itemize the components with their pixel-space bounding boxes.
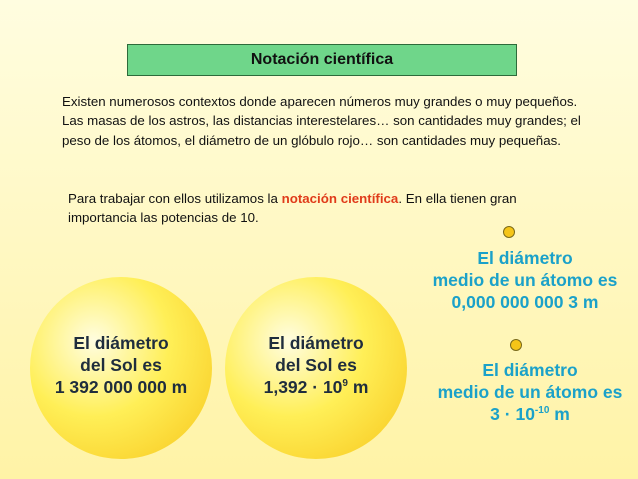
atom-scientific-text [405, 359, 638, 425]
sun-scientific-text [225, 332, 407, 398]
atom-standard-text [395, 247, 638, 313]
atom-standard-line2: medio de un átomo es [432, 270, 618, 290]
atom-dot-small [510, 339, 522, 351]
sun-scientific-exponent: 9 [342, 378, 348, 390]
notation-paragraph [68, 189, 588, 228]
sun-scientific-mantissa: 1,392 · 10 [263, 377, 343, 397]
sun-scientific-value [225, 376, 407, 398]
sun-scientific-line2: del Sol es [275, 355, 357, 375]
title-box [127, 44, 517, 76]
atom-scientific-exponent: -10 [534, 405, 550, 417]
sun-scientific-unit: m [347, 377, 369, 397]
atom-standard-line1: El diámetro [477, 248, 573, 268]
atom-standard-value: 0,000 000 000 3 m [451, 292, 599, 312]
atom-scientific-mantissa: 3 · 10 [490, 404, 535, 424]
sun-standard-text [30, 332, 212, 398]
sun-standard-line1: El diámetro [73, 333, 169, 353]
atom-scientific-unit: m [549, 404, 570, 424]
atom-scientific-value [405, 403, 638, 425]
notation-highlight: notación científica [281, 191, 399, 206]
atom-dot-large [503, 226, 515, 238]
notation-paragraph-before: Para trabajar con ellos utilizamos la [68, 191, 282, 206]
sun-standard-value: 1 392 000 000 m [54, 377, 188, 397]
sun-standard-line2: del Sol es [80, 355, 162, 375]
atom-scientific-line2: medio de un átomo es [437, 382, 623, 402]
page-title: Notación científica [250, 51, 394, 68]
intro-paragraph: Existen numerosos contextos donde aparecen números muy grandes o muy pequeños. Las masas de los astros, las distancias interestelares… son cantidades muy grandes; el peso de los átomos, el diámetro de un glóbulo rojo… son cantidades muy pequeñas. [62, 94, 581, 148]
sun-scientific-line1: El diámetro [268, 333, 364, 353]
atom-scientific-line1: El diámetro [482, 360, 578, 380]
notation-paragraph-after: . En ella tienen gran importancia las potencias de 10. [68, 191, 517, 226]
